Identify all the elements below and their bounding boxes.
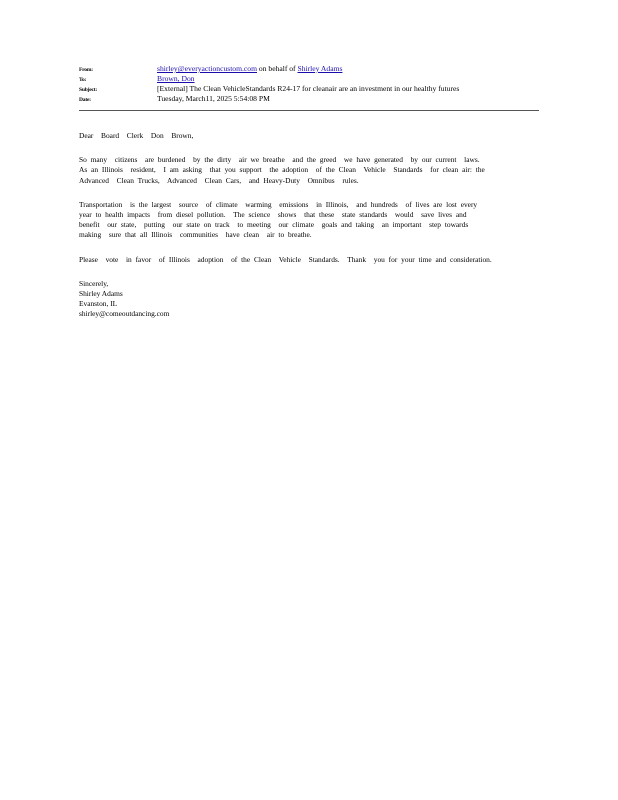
closing: Sincerely, — [79, 278, 109, 288]
date-label: Date: — [79, 97, 91, 103]
from-row — [79, 64, 539, 74]
email-body — [79, 131, 529, 320]
subject-label: Subject: — [79, 87, 97, 93]
subject-value: [External] The Clean VehicleStandards R24-17 for cleanair are an investment in our healthy futures — [157, 84, 460, 93]
subject-row — [79, 84, 539, 94]
from-email-link[interactable]: shirley@everyactioncustom.com — [157, 64, 257, 73]
from-behalf-text: on behalf of — [257, 64, 298, 73]
date-row — [79, 94, 539, 104]
body-paragraph-3: Please vote in favor of Illinois adoption of the Clean Vehicle Standards. Thank you for your time and consideration. — [79, 254, 492, 264]
body-paragraph-2: Transportation is the largest source of climate warming emissions in Illinois, and hundreds of lives are lost every year to health impacts from diesel pollution. The science shows that these state standards would save lives and benefit our state, putting our state on track to meeting our climate goals and taking an important step towards making sure that all Illinois communities have clean air to breathe. — [79, 199, 478, 240]
to-label: To: — [79, 77, 87, 83]
email-header — [79, 64, 539, 104]
signature-city: Evanston, IL — [79, 299, 118, 309]
from-value — [157, 64, 342, 73]
to-recipient-link[interactable]: Brown, Don — [157, 74, 195, 83]
from-name-link[interactable]: Shirley Adams — [297, 64, 343, 73]
from-label: From: — [79, 67, 93, 73]
signature-block — [79, 279, 529, 320]
date-value: Tuesday, March11, 2025 5:54:08 PM — [157, 94, 270, 103]
signature-email: shirley@comeoutdancing.com — [79, 309, 170, 319]
signature-name: Shirley Adams — [79, 289, 123, 299]
body-paragraph-1: So many citizens are burdened by the dirty air we breathe and the greed we have generated by our current laws. As an Illinois resident, I am asking that you support the adoption of the Clean Vehicle Standards for clean air: the Advanced Clean Trucks, Advanced Clean Cars, and Heavy-Duty Omnibus rules. — [79, 155, 485, 185]
to-row — [79, 74, 539, 84]
greeting: Dear Board Clerk Don Brown, — [79, 131, 194, 140]
header-divider — [79, 110, 539, 111]
